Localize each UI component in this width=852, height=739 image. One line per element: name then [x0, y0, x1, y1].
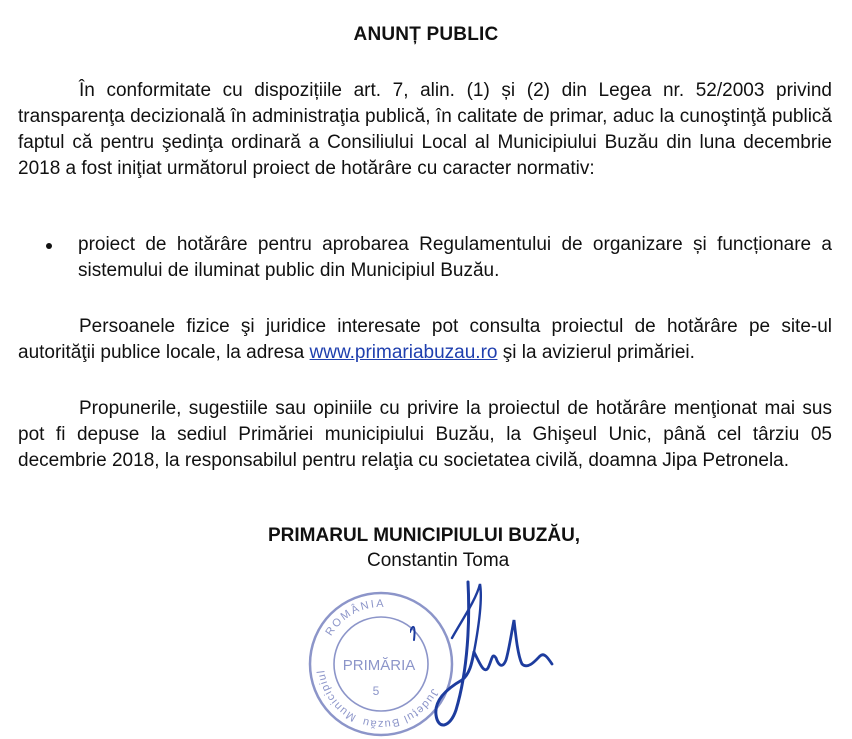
stamp-left-text: Județul Buzău: [360, 686, 441, 731]
bullet-icon: [46, 243, 52, 249]
stamp-top-text: ROMÂNIA: [323, 597, 386, 639]
document-title: ANUNȚ PUBLIC: [353, 24, 499, 45]
consultation-text: Persoanele fizice şi juridice interesate pot consulta proiectul de hotărâre pe site-ul autorităţii publice locale, la adresa: [18, 316, 832, 363]
list-item: [44, 232, 832, 284]
signatory-name: Constantin Toma: [367, 550, 510, 571]
svg-text:ROMÂNIA: [323, 598, 385, 638]
consultation-paragraph: [18, 314, 832, 366]
website-link[interactable]: www.primariabuzau.ro: [309, 342, 498, 363]
consultation-text-end: şi la avizierul primăriei.: [497, 342, 695, 363]
signatory-title: PRIMARUL MUNICIPIULUI BUZĂU,: [268, 525, 581, 546]
intro-paragraph: În conformitate cu dispozițiile art. 7, alin. (1) și (2) din Legea nr. 52/2003 privind transparenţa decizională în administraţia publică, în calitate de primar, aduc la cunoştinţă publică faptul că pentru şedinţa ordinară a Consiliului Local al Municipiului Buzău din luna decembrie 2018 a fost iniţiat următorul proiect de hotărâre cu caracter normativ:: [18, 80, 832, 179]
stamp-center-text: PRIMĂRIA: [342, 657, 416, 674]
proposals-paragraph: Propunerile, sugestiile sau opiniile cu privire la proiectul de hotărâre menţionat mai sus pot fi depuse la sediul Primăriei municipiului Buzău, la Ghişeul Unic, până cel târziu 05 decembrie 2018, la responsabilul pentru relaţia cu societatea civilă, doamna Jipa Petronela.: [18, 398, 832, 471]
svg-text:Municipiul: [315, 669, 358, 724]
stamp-number: 5: [372, 684, 380, 698]
list-item-text: proiect de hotărâre pentru aprobarea Regulamentului de organizare și funcționare a sistemului de iluminat public din Municipiul Buzău.: [78, 234, 832, 281]
project-list: [44, 232, 832, 284]
handwritten-signature: [410, 560, 560, 735]
stamp-bottom-text: Municipiul: [315, 668, 359, 724]
